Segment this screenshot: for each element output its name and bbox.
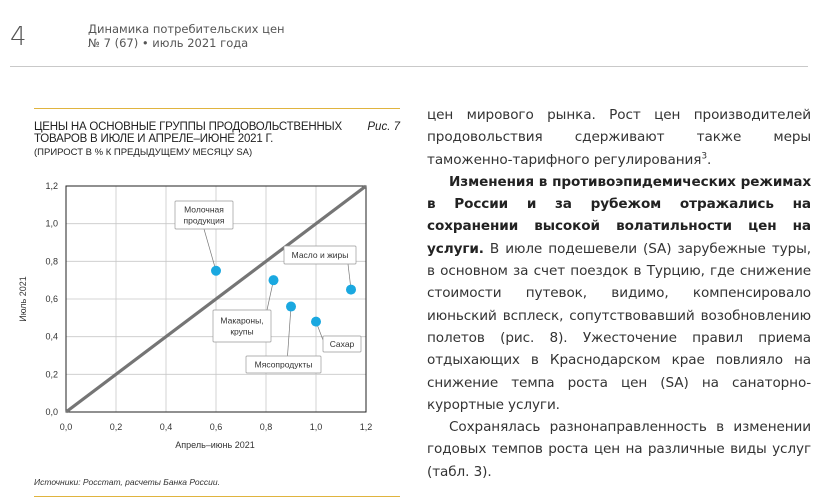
x-tick-labels: [60, 422, 373, 432]
x-tick-label: 1,0: [309, 422, 323, 432]
paragraph-2-lead: Изменения в противоэпидемических режимах в России и за рубежом отражались на сохранении высокой волатильности цен на услуги.: [427, 173, 811, 257]
paragraph-1: [427, 104, 811, 171]
callout-leader: [288, 307, 292, 356]
x-tick-label: 0,0: [59, 422, 73, 432]
data-point: [346, 285, 356, 295]
x-axis-label: Апрель–июнь 2021: [175, 440, 255, 450]
x-tick-label: 1,2: [359, 422, 373, 432]
y-tick-label: 0,4: [45, 331, 58, 342]
body-text: [427, 104, 811, 483]
data-point: [286, 302, 296, 312]
running-title-line1: Динамика потребительских цен: [88, 22, 285, 36]
paragraph-2-text: В июле подешевели (SA) зарубежные туры, в основном за счет поездок в Турцию, где снижение стоимости путевок, видимо, компенсировало июньский всплеск, сопутствовавший возобновлению полетов (рис. 8). Ужесточение правил приема отдыхающих в Краснодарском крае повлияло на снижение темпа роста цен (SA) на санаторно-курортные услуги.: [427, 240, 811, 413]
x-tick-label: 0,8: [259, 422, 273, 432]
x-tick-label: 0,4: [159, 422, 173, 432]
paragraph-1-end: .: [706, 151, 712, 168]
y-tick-label: 0,6: [45, 294, 58, 304]
callout-leader: [204, 229, 216, 271]
figure-subtitle: (ПРИРОСТ В % К ПРЕДЫДУЩЕМУ МЕСЯЦУ SA): [34, 147, 253, 158]
point-label: Мясопродукты: [254, 359, 313, 370]
figure-bottom-rule: [34, 496, 400, 497]
data-point: [311, 317, 321, 327]
y-tick-label: 1,0: [45, 218, 58, 229]
y-tick-labels: [45, 181, 58, 417]
paragraph-2: [427, 171, 811, 416]
page-number: 4: [10, 22, 27, 52]
y-tick-label: 0,2: [45, 369, 58, 380]
point-label: Макароны, крупы: [220, 315, 264, 337]
paragraph-1-text: цен мирового рынка. Рост цен производителей продовольствия сдерживают также меры таможенно-тарифного регулирования: [427, 107, 811, 168]
y-tick-label: 1,2: [45, 181, 58, 191]
running-title-line2: № 7 (67) • июль 2021 года: [88, 36, 249, 50]
y-tick-label: 0,0: [45, 407, 58, 417]
footnote-ref[interactable]: 3: [701, 151, 707, 162]
x-tick-label: 0,6: [209, 422, 223, 432]
figure-number: Рис. 7: [367, 121, 400, 133]
data-point: [211, 266, 221, 276]
data-point: [269, 275, 279, 285]
point-callouts: [175, 201, 361, 373]
y-axis-label: Июль 2021: [18, 276, 28, 322]
point-label: Сахар: [329, 339, 355, 349]
paragraph-3: Сохранялась разнонаправленность в изменении годовых темпов роста цен на различные виды услуг (табл. 3).: [427, 419, 811, 480]
point-label: Масло и жиры: [291, 250, 349, 260]
figure-title: ЦЕНЫ НА ОСНОВНЫЕ ГРУППЫ ПРОДОВОЛЬСТВЕННЫХ ТОВАРОВ В ИЮЛЕ И АПРЕЛЕ–ИЮНЕ 2021 Г.: [34, 121, 343, 145]
x-tick-label: 0,2: [109, 422, 123, 432]
y-tick-label: 0,8: [45, 256, 58, 267]
figure-source: Источники: Росстат, расчеты Банка России.: [34, 477, 220, 487]
point-label: Молочная продукция: [183, 204, 225, 226]
